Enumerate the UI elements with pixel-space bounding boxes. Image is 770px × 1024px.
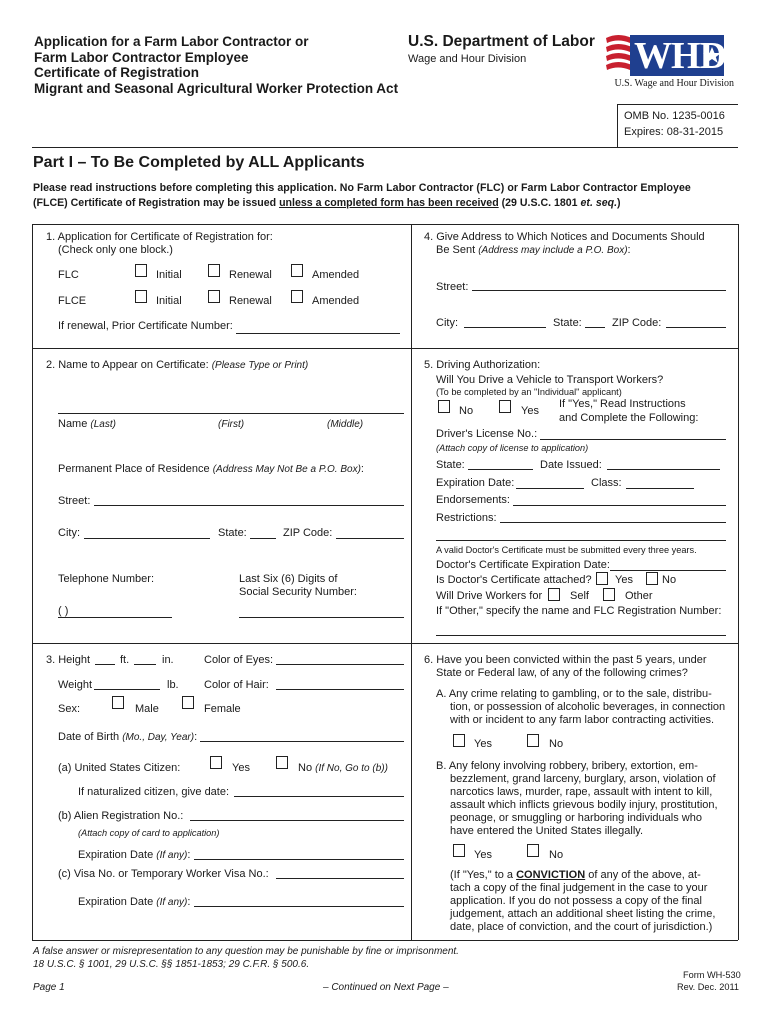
drive-other-checkbox[interactable] <box>603 588 615 601</box>
omb-divider-v <box>617 104 618 147</box>
logo-caption: U.S. Wage and Hour Division <box>614 78 734 89</box>
s2-zip-label: ZIP Code: <box>283 527 333 539</box>
eyes-label: Color of Eyes: <box>204 654 274 666</box>
flce-amended-label: Amended <box>312 295 360 307</box>
phone-label: Telephone Number: <box>58 573 155 585</box>
dl-state-field[interactable] <box>468 469 533 470</box>
doctor-attached-label: Is Doctor's Certificate attached? <box>436 574 592 586</box>
flc-initial-label: Initial <box>156 269 182 281</box>
s6-b-line: have entered the United States illegally. <box>450 825 644 837</box>
crime-b-no-label: No <box>549 849 564 861</box>
doctor-cert-note: A valid Doctor's Certificate must be submitted every three years. <box>436 545 697 555</box>
citizen-no-note: (If No, Go to (b)) <box>315 763 388 774</box>
grid-row-2 <box>32 643 738 644</box>
legal-citation: 18 U.S.C. § 1001, 29 U.S.C. §§ 1851-1853; 29 C.F.R. § 500.6. <box>33 959 310 970</box>
height-in-field[interactable] <box>134 664 156 665</box>
conviction-note-text: (If "Yes," to a <box>450 869 517 881</box>
visa-exp-label <box>78 896 190 909</box>
restrictions-field-2[interactable] <box>436 540 726 541</box>
s6-a-line: with or incident to any farm labor contracting activities. <box>450 714 715 726</box>
doctor-no-label: No <box>662 574 677 586</box>
agency-name: U.S. Department of Labor <box>408 33 595 50</box>
name-first-label: (First) <box>218 419 245 430</box>
alien-label: (b) Alien Registration No.: <box>58 810 184 822</box>
weight-field[interactable] <box>94 689 160 690</box>
dob-field[interactable] <box>200 741 404 742</box>
endorsements-field[interactable] <box>513 505 726 506</box>
form-title-line: Certificate of Registration <box>34 65 200 80</box>
form-title-line: Farm Labor Contractor Employee <box>34 49 249 65</box>
visa-exp-colon: : <box>187 896 191 908</box>
height-ft-unit: ft. <box>120 654 130 666</box>
s6-a-line: A. Any crime relating to gambling, or to the sale, distribu- <box>436 688 712 700</box>
conviction-note-line: judgement, attach an additional sheet listing the crime, <box>450 908 716 920</box>
s6-b-line: peonage, or smuggling or harboring individuals who <box>450 812 702 824</box>
continued-note: – Continued on Next Page – <box>323 982 449 993</box>
doctor-no-checkbox[interactable] <box>646 572 658 585</box>
s2-title-note: (Please Type or Print) <box>211 360 309 371</box>
crime-a-yes-label: Yes <box>474 738 492 750</box>
doctor-yes-checkbox[interactable] <box>596 572 608 585</box>
s5-question: Will You Drive a Vehicle to Transport Workers? <box>436 374 664 386</box>
name-middle-label: (Middle) <box>327 419 364 430</box>
name-last-label: (Last) <box>90 419 116 430</box>
visa-field[interactable] <box>276 878 404 879</box>
alien-exp-colon: : <box>187 849 191 861</box>
drive-yes-label: Yes <box>521 405 539 417</box>
s6-title: 6. Have you been convicted within the past 5 years, under <box>424 654 707 666</box>
endorsements-label: Endorsements: <box>436 494 510 506</box>
dob-colon: : <box>194 731 198 743</box>
residence-label <box>58 463 364 476</box>
alien-field[interactable] <box>190 820 404 821</box>
conviction-note-text: of any of the above, at- <box>585 869 701 881</box>
instructions-text: ) <box>617 197 621 209</box>
flce-initial-checkbox[interactable] <box>135 290 147 303</box>
alien-exp-label <box>78 849 190 862</box>
s4-state-label: State: <box>553 317 582 329</box>
phone-field[interactable] <box>58 617 172 618</box>
s2-street-field[interactable] <box>94 505 404 506</box>
grid-right <box>738 224 739 940</box>
flc-renewal-label: Renewal <box>229 269 272 281</box>
crime-a-no-label: No <box>549 738 564 750</box>
s5-question-note: (To be completed by an "Individual" applicant) <box>436 387 622 397</box>
residence-colon: : <box>360 463 364 475</box>
dob-text: Date of Birth <box>58 731 123 743</box>
crime-a-yes-checkbox[interactable] <box>453 734 465 747</box>
restrictions-label: Restrictions: <box>436 512 497 524</box>
crime-a-no-checkbox[interactable] <box>527 734 539 747</box>
s6-b-line: bezzlement, grand larceny, burglary, arson, violation of <box>450 773 716 785</box>
if-other-field[interactable] <box>436 635 726 636</box>
visa-exp-text: Expiration Date <box>78 896 157 908</box>
alien-exp-text: Expiration Date <box>78 849 157 861</box>
prior-cert-label: If renewal, Prior Certificate Number: <box>58 320 233 332</box>
ssn-label-1: Last Six (6) Digits of <box>239 573 338 585</box>
visa-exp-note: (If any) <box>156 897 188 908</box>
s2-city-field[interactable] <box>84 538 210 539</box>
grid-middle <box>411 224 412 940</box>
form-title-line: Application for a Farm Labor Contractor or <box>34 34 309 49</box>
hair-field[interactable] <box>276 689 404 690</box>
phone-area-code: ( ) <box>58 605 69 617</box>
attach-license-note: (Attach copy of license to application) <box>436 443 589 453</box>
false-answer-warning: A false answer or misrepresentation to any question may be punishable by fine or imprisonment. <box>33 946 459 957</box>
sex-label: Sex: <box>58 703 81 715</box>
visa-exp-field[interactable] <box>194 906 404 907</box>
dl-class-field[interactable] <box>626 488 694 489</box>
flce-amended-checkbox[interactable] <box>291 290 303 303</box>
crime-b-yes-checkbox[interactable] <box>453 844 465 857</box>
s4-city-label: City: <box>436 317 458 329</box>
s2-street-label: Street: <box>58 495 91 507</box>
instructions-underlined: unless a completed form has been received <box>279 197 499 209</box>
instructions-text: Please read instructions before completing this application. No Farm Labor Contractor (FLC) or Farm Labor Contractor Employee <box>33 182 691 194</box>
dl-expiration-label: Expiration Date: <box>436 477 515 489</box>
dob-note: (Mo., Day, Year) <box>122 732 195 743</box>
if-yes-line-2: and Complete the Following: <box>559 412 699 424</box>
grid-top <box>32 224 738 225</box>
citizen-no-checkbox[interactable] <box>276 756 288 769</box>
s6-b-line: assault which inflicts grievous bodily injury, prostitution, <box>450 799 718 811</box>
citizen-no-label <box>298 762 388 775</box>
form-revision: Rev. Dec. 2011 <box>677 982 739 992</box>
name-label <box>58 418 116 431</box>
sex-female-checkbox[interactable] <box>182 696 194 709</box>
citizen-no-text: No <box>298 762 316 774</box>
s2-city-label: City: <box>58 527 80 539</box>
part1-heading: Part I – To Be Completed by ALL Applicants <box>33 154 365 171</box>
s6-item-b <box>436 760 718 838</box>
part1-instructions-2 <box>33 197 621 209</box>
s4-zip-field[interactable] <box>666 327 726 328</box>
drive-no-checkbox[interactable] <box>438 400 450 413</box>
header-rule <box>32 147 738 148</box>
s1-title: 1. Application for Certificate of Registration for: <box>46 231 273 243</box>
s4-city-field[interactable] <box>464 327 546 328</box>
dl-state-label: State: <box>436 459 465 471</box>
name-label-text: Name <box>58 418 91 430</box>
conviction-note-line <box>450 869 715 882</box>
naturalized-label: If naturalized citizen, give date: <box>78 786 230 798</box>
doctor-exp-label: Doctor's Certificate Expiration Date: <box>436 559 610 571</box>
drivers-license-label: Driver's License No.: <box>436 428 538 440</box>
residence-note: (Address May Not Be a P.O. Box) <box>212 464 361 475</box>
citizen-yes-label: Yes <box>232 762 250 774</box>
conviction-note-line: date, place of conviction, and the court of jurisdiction.) <box>450 921 713 933</box>
dob-label <box>58 731 197 744</box>
s6-item-a <box>436 688 725 727</box>
drive-yes-checkbox[interactable] <box>499 400 511 413</box>
if-other-label: If "Other," specify the name and FLC Registration Number: <box>436 605 722 617</box>
s1-flc-label: FLC <box>58 269 79 281</box>
conviction-note-line: application. If you do not possess a copy of the final <box>450 895 702 907</box>
division-name: Wage and Hour Division <box>408 53 527 65</box>
if-yes-line-1: If "Yes," Read Instructions <box>559 398 686 410</box>
visa-label: (c) Visa No. or Temporary Worker Visa No.: <box>58 868 269 880</box>
date-issued-label: Date Issued: <box>540 459 602 471</box>
flce-initial-label: Initial <box>156 295 182 307</box>
s2-title-text: 2. Name to Appear on Certificate: <box>46 359 212 371</box>
us-citizen-label: (a) United States Citizen: <box>58 762 181 774</box>
doctor-exp-field[interactable] <box>610 570 726 571</box>
instructions-text: (29 U.S.C. 1801 <box>498 197 581 209</box>
alien-exp-note: (If any) <box>156 850 188 861</box>
date-issued-field[interactable] <box>607 469 720 470</box>
dl-expiration-field[interactable] <box>516 488 584 489</box>
sex-female-label: Female <box>204 703 241 715</box>
s4-subtitle-note: (Address may include a P.O. Box) <box>478 245 628 256</box>
conviction-word: CONVICTION <box>516 869 586 881</box>
s2-state-field[interactable] <box>250 538 276 539</box>
height-ft-field[interactable] <box>95 664 115 665</box>
flc-amended-checkbox[interactable] <box>291 264 303 277</box>
s4-subtitle-text: Be Sent <box>436 244 479 256</box>
form-number: Form WH-530 <box>683 970 741 980</box>
form-title <box>34 34 398 96</box>
s6-a-line: tion, or possession of alcoholic beverages, in connection <box>450 701 726 713</box>
height-label: 3. Height <box>46 654 91 666</box>
s1-subtitle: (Check only one block.) <box>58 244 173 256</box>
drivers-license-field[interactable] <box>540 439 726 440</box>
residence-text: Permanent Place of Residence <box>58 463 213 475</box>
crime-b-no-checkbox[interactable] <box>527 844 539 857</box>
grid-row-1 <box>32 348 738 349</box>
whd-logo <box>604 30 734 92</box>
s2-title <box>46 359 308 372</box>
ssn-label-2: Social Security Number: <box>239 586 357 598</box>
hair-label: Color of Hair: <box>204 679 269 691</box>
s4-subtitle <box>436 244 631 257</box>
s1-flce-label: FLCE <box>58 295 87 307</box>
s4-subtitle-colon: : <box>627 244 631 256</box>
alien-note: (Attach copy of card to application) <box>78 828 220 838</box>
prior-cert-field[interactable] <box>236 333 400 334</box>
s6-b-line: narcotics laws, murder, rape, assault with intent to kill, <box>450 786 713 798</box>
restrictions-field[interactable] <box>500 522 726 523</box>
s4-title: 4. Give Address to Which Notices and Documents Should <box>424 231 705 243</box>
citizen-yes-checkbox[interactable] <box>210 756 222 769</box>
height-in-unit: in. <box>162 654 174 666</box>
s4-zip-label: ZIP Code: <box>612 317 662 329</box>
conviction-note <box>450 869 715 934</box>
s5-title: 5. Driving Authorization: <box>424 359 541 371</box>
page-number: Page 1 <box>33 982 65 993</box>
s2-state-label: State: <box>218 527 247 539</box>
flc-renewal-checkbox[interactable] <box>208 264 220 277</box>
crime-b-yes-label: Yes <box>474 849 492 861</box>
s4-state-field[interactable] <box>585 327 605 328</box>
conviction-note-line: tach a copy of the final judgement in the case to your <box>450 882 708 894</box>
grid-bottom <box>32 940 738 941</box>
instructions-italic: et. seq. <box>580 197 618 209</box>
form-title-line: Migrant and Seasonal Agricultural Worker Protection Act <box>34 80 399 96</box>
sex-male-checkbox[interactable] <box>112 696 124 709</box>
flce-renewal-label: Renewal <box>229 295 272 307</box>
flc-amended-label: Amended <box>312 269 360 281</box>
eyes-field[interactable] <box>276 664 404 665</box>
s6-b-line: B. Any felony involving robbery, bribery, extortion, em- <box>436 760 698 772</box>
omb-expires: Expires: 08-31-2015 <box>624 126 724 138</box>
part1-instructions <box>33 182 691 194</box>
weight-label: Weight <box>58 679 93 691</box>
omb-divider <box>617 104 738 105</box>
flc-initial-checkbox[interactable] <box>135 264 147 277</box>
s4-street-field[interactable] <box>472 290 726 291</box>
drive-no-label: No <box>459 405 474 417</box>
instructions-text: (FLCE) Certificate of Registration may be issued <box>33 197 280 209</box>
sex-male-label: Male <box>135 703 159 715</box>
naturalized-field[interactable] <box>234 796 404 797</box>
drive-self-checkbox[interactable] <box>548 588 560 601</box>
weight-unit: lb. <box>167 679 179 691</box>
drive-self-label: Self <box>570 590 589 602</box>
alien-exp-field[interactable] <box>194 859 404 860</box>
s6-subtitle: State or Federal law, of any of the following crimes? <box>436 667 688 679</box>
grid-left <box>32 224 33 940</box>
s2-zip-field[interactable] <box>336 538 404 539</box>
ssn-field[interactable] <box>239 617 404 618</box>
drive-other-label: Other <box>625 590 653 602</box>
name-field[interactable] <box>58 413 404 414</box>
flce-renewal-checkbox[interactable] <box>208 290 220 303</box>
dl-class-label: Class: <box>591 477 622 489</box>
logo-text: WHD <box>634 35 726 77</box>
omb-number: OMB No. 1235-0016 <box>624 110 725 122</box>
will-drive-label: Will Drive Workers for <box>436 590 543 602</box>
s4-street-label: Street: <box>436 281 469 293</box>
doctor-yes-label: Yes <box>615 574 633 586</box>
